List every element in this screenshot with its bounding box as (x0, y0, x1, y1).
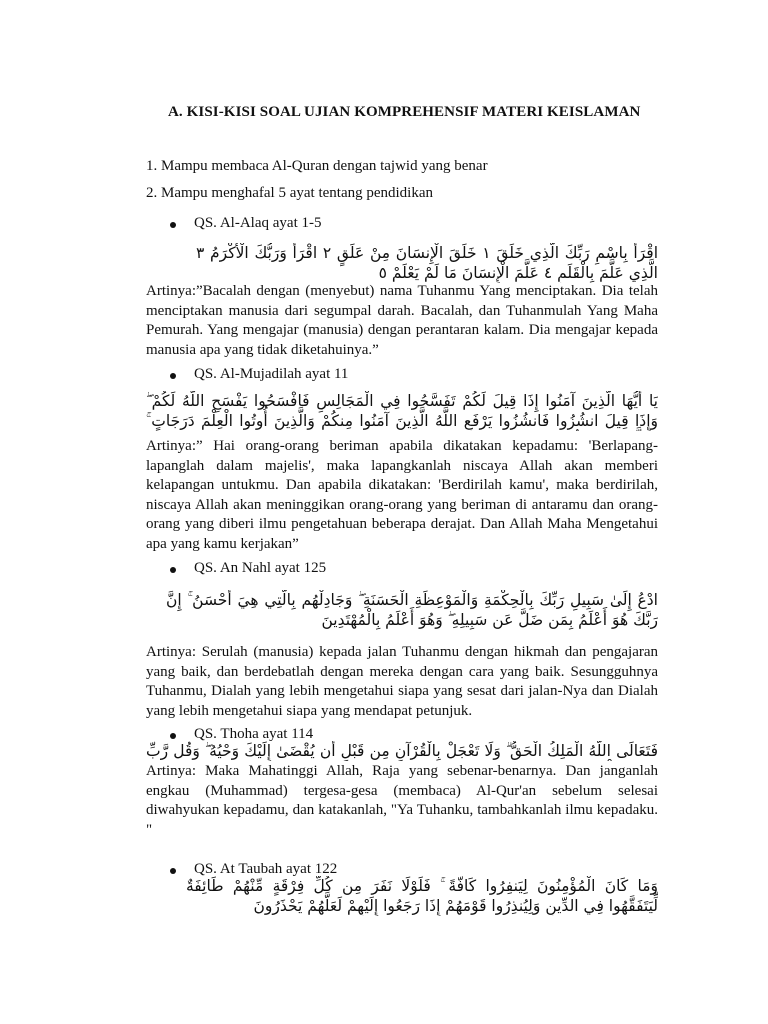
point-read-quran: 1. Mampu membaca Al-Quran dengan tajwid yang benar (146, 158, 488, 174)
point-memorize-verses: 2. Mampu menghafal 5 ayat tentang pendidikan (146, 185, 433, 201)
page-title: A. KISI-KISI SOAL UJIAN KOMPREHENSIF MATERI KEISLAMAN (168, 104, 641, 120)
bullet-icon (170, 567, 176, 573)
arabic-verse-al-alaq: اقْرَأْ بِاسْمِ رَبِّكَ الَّذِي خَلَقَ ١ خَلَقَ الْإِنسَانَ مِنْ عَلَقٍ ٢ اقْرَأْ وَرَبُّكَ الْأَكْرَمُ ٣ الَّذِي عَلَّمَ بِالْقَلَمِ ٤ عَلَّمَ الْإِنسَانَ مَا لَمْ يَعْلَمْ ٥ (196, 244, 658, 282)
section-title-text: QS. An Nahl ayat 125 (194, 560, 327, 576)
arabic-verse-al-mujadilah: يَا أَيُّهَا الَّذِينَ آمَنُوا إِذَا قِيلَ لَكُمْ تَفَسَّحُوا فِي الْمَجَالِسِ فَافْسَحُوا يَفْسَحِ اللَّهُ لَكُمْ ۖ وَإِذَا قِيلَ انشُزُوا فَانشُزُوا يَرْفَعِ اللَّهُ الَّذِينَ آمَنُوا مِنكُمْ وَالَّذِينَ أُوتُوا الْعِلْمَ دَرَجَاتٍ ۚ (146, 392, 658, 430)
section-title-al-alaq (194, 215, 321, 232)
arabic-verse-an-nahl: ادْعُ إِلَىٰ سَبِيلِ رَبِّكَ بِالْحِكْمَةِ وَالْمَوْعِظَةِ الْحَسَنَةِ ۖ وَجَادِلْهُم بِالَّتِي هِيَ أَحْسَنُ ۚ إِنَّ رَبَّكَ هُوَ أَعْلَمُ بِمَن ضَلَّ عَن سَبِيلِهِ ۖ وَهُوَ أَعْلَمُ بِالْمُهْتَدِينَ (166, 591, 658, 629)
section-title-an-nahl (194, 560, 326, 577)
arabic-verse-thoha: فَتَعَالَى اللَّهُ الْمَلِكُ الْحَقُّ ۗ وَلَا تَعْجَلْ بِالْقُرْآنِ مِن قَبْلِ أَن يُقْضَىٰ إِلَيْكَ وَحْيُهُ ۖ وَقُل رَّبِّ (146, 742, 658, 760)
section-title-al-mujadilah (194, 366, 348, 383)
translation-al-alaq: Artinya:”Bacalah dengan (menyebut) nama Tuhanmu Yang menciptakan. Dia telah menciptakan manusia dari segumpal darah. Bacalah, dan Tuhanmulah Yang Maha Pemurah. Yang mengajar (manusia) dengan perantaran kalam. Dia mengajar kepada manusia apa yang tidak diketahuinya.” (146, 283, 658, 358)
translation-thoha: Artinya: Maka Mahatinggi Allah, Raja yang sebenar-benarnya. Dan janganlah engkau (Muhammad) tergesa-gesa (membaca) Al-Qur'an sebelum selesai diwahyukan kepadamu, dan katakanlah, "Ya Tuhanku, tambahkanlah ilmu kepadaku. " (146, 763, 658, 838)
bullet-icon (170, 373, 176, 379)
bullet-icon (170, 868, 176, 874)
section-title-text: QS. Thoha ayat 114 (194, 726, 314, 742)
section-title-text: QS. Al-Mujadilah ayat 11 (194, 366, 349, 382)
section-title-text: QS. At Taubah ayat 122 (194, 861, 338, 877)
translation-al-mujadilah: Artinya:” Hai orang-orang beriman apabila dikatakan kepadamu: 'Berlapang-lapanglah dalam majelis', maka lapangkanlah niscaya Allah akan memberi kelapangan untukmu. Dan apabila dikatakan: 'Berdirilah kamu', maka berdirilah, niscaya Allah akan meninggikan orang-orang yang beriman di antaramu dan orang-orang yang diberi ilmu pengetahuan beberapa derajat. Dan Allah Maha Mengetahui apa yang kamu kerjakan” (146, 438, 658, 552)
arabic-verse-at-taubah: وَمَا كَانَ الْمُؤْمِنُونَ لِيَنفِرُوا كَافَّةً ۚ فَلَوْلَا نَفَرَ مِن كُلِّ فِرْقَةٍ مِّنْهُمْ طَائِفَةٌ لِّيَتَفَقَّهُوا فِي الدِّينِ وَلِيُنذِرُوا قَوْمَهُمْ إِذَا رَجَعُوا إِلَيْهِمْ لَعَلَّهُمْ يَحْذَرُونَ (186, 877, 658, 915)
section-title-text: QS. Al-Alaq ayat 1-5 (194, 215, 322, 231)
bullet-icon (170, 222, 176, 228)
bullet-icon (170, 733, 176, 739)
translation-an-nahl: Artinya: Serulah (manusia) kepada jalan Tuhanmu dengan hikmah dan pengajaran yang baik, dan berdebatlah dengan mereka dengan cara yang baik. Sesungguhnya Tuhanmu, Dialah yang lebih mengetahui siapa yang sesat dari jalan-Nya dan Dialah yang lebih mengetahui siapa yang mendapat petunjuk. (146, 644, 658, 719)
